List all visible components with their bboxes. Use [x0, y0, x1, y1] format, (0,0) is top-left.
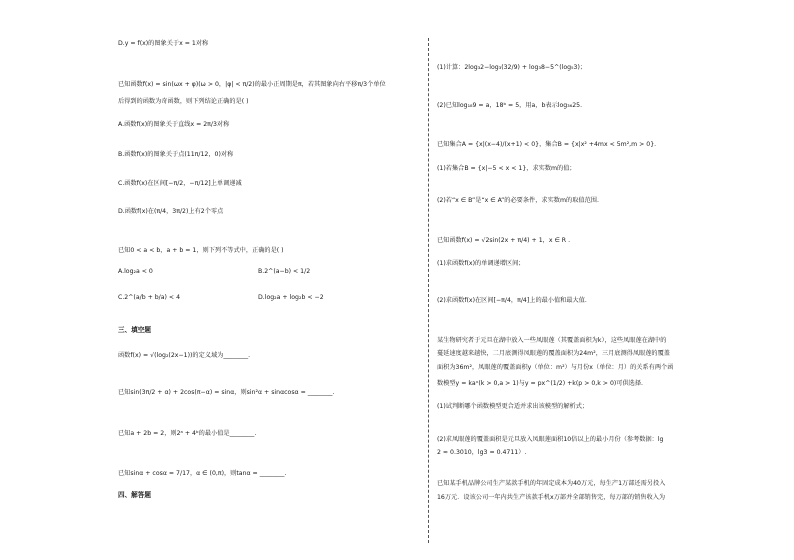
question-sin-stem-line1: 已知函数f(x) = sin(ωx + φ)(ω > 0，|φ| < π/2)的最小正周期是π，若其图象向右平移π/3个单位 — [118, 81, 386, 88]
question-lotus-part-1: (1)试判断哪个函数模型更合适并求出该模型的解析式； — [437, 403, 589, 410]
section-answer-heading: 四、解答题 — [118, 491, 151, 499]
question-ineq-option-c: C.2^(a/b + b/a) < 4 — [118, 294, 181, 301]
question-lotus-line-1: 某生物研究者于元旦在湖中放入一些凤眼莲（其覆盖面积为k），这些凤眼莲在湖中的 — [437, 337, 667, 344]
question-sin-option-d: D.函数f(x)在(π/4，3π/2)上有2个零点 — [118, 208, 224, 215]
calc-part-2: (2)已知log₁₈9 = a，18ᵇ = 5，用a，b表示log₃₆25. — [437, 102, 583, 109]
question-ineq-stem: 已知0 < a < b，a + b = 1，则下列不等式中，正确的是( ) — [118, 247, 284, 254]
fill-question-1: 函数f(x) = √(log₂(2x−1))的定义域为________. — [118, 352, 251, 359]
question-lotus-line-4: 数模型y = kaˣ(k > 0,a > 1)与y = px^(1/2) +k(p > 0,k > 0)可供选择. — [437, 380, 644, 387]
prev-question-option-d: D.y = f(x)的图象关于x = 1对称 — [118, 40, 209, 47]
question-sin-option-a: A.函数f(x)的图象关于直线x = 2π/3对称 — [118, 121, 230, 128]
question-set-part-2: (2)若“x ∈ B”是“x ∈ A”的必要条件，求实数m的取值范围. — [437, 197, 599, 204]
question-phone-line-1: 已知某手机品牌公司生产某款手机的年固定成本为40万元，每生产1万部还需另投入 — [437, 480, 666, 487]
question-lotus-part-2-line-2: 2 ≈ 0.3010，lg3 = 0.4711）. — [437, 449, 527, 456]
question-lotus-line-3: 面积为36m²，凤眼莲的覆盖面积y（单位：m²）与月份x（单位：月）的关系有两个函 — [437, 364, 674, 371]
question-func-part-1: (1)求函数f(x)的单调递增区间； — [437, 260, 525, 267]
question-func-stem: 已知函数f(x) = √2sin(2x + π/4) + 1，x ∈ R . — [437, 237, 571, 244]
question-set-stem: 已知集合A = {x|(x−4)/(x+1) < 0}，集合B = {x|x² +4mx < 5m²,m > 0}. — [437, 141, 657, 148]
calc-part-1: (1)计算：2log₃2−log₃(32/9) + log₃8−5^(log₅3)； — [437, 64, 587, 71]
column-divider — [428, 38, 429, 543]
question-ineq-option-b: B.2^(a−b) < 1/2 — [258, 268, 311, 275]
fill-question-4: 已知sinα + cosα = 7/17，α ∈ (0,π)，则tanα = ________. — [118, 470, 287, 477]
question-sin-option-b: B.函数f(x)的图象关于点(11π/12，0)对称 — [118, 151, 234, 158]
question-func-part-2: (2)求函数f(x)在区间[−π/4，π/4]上的最小值和最大值. — [437, 297, 587, 304]
section-fill-in-heading: 三、填空题 — [118, 326, 151, 334]
question-lotus-part-2-line-1: (2)求凤眼莲的覆盖面积是元旦放入凤眼莲面积10倍以上的最小月份（参考数据：lg — [437, 436, 664, 443]
question-phone-line-2: 16万元．设该公司一年内共生产该款手机x万部并全部销售完，每万部的销售收入为 — [437, 494, 666, 501]
question-ineq-option-a: A.log₂a < 0 — [118, 268, 153, 275]
fill-question-2: 已知sin(3π/2 + α) + 2cos(π−α) = sinα，则sin²α + sinαcosα = ________. — [118, 389, 335, 396]
question-lotus-line-2: 蔓延速度越来越快，二月底测得凤眼莲的覆盖面积为24m²，三月底测得凤眼莲的覆盖 — [437, 350, 670, 357]
question-set-part-1: (1)若集合B = {x|−5 < x < 1}，求实数m的值； — [437, 165, 576, 172]
fill-question-3: 已知a + 2b = 2，则2ᵃ + 4ᵇ的最小值是________. — [118, 430, 257, 437]
question-sin-option-c: C.函数f(x)在区间[−π/2，−π/12]上单调递减 — [118, 180, 242, 187]
question-ineq-option-d: D.log₂a + log₂b < −2 — [258, 294, 324, 301]
question-sin-stem-line2: 后得到的函数为奇函数，则下列结论正确的是( ) — [118, 98, 249, 105]
